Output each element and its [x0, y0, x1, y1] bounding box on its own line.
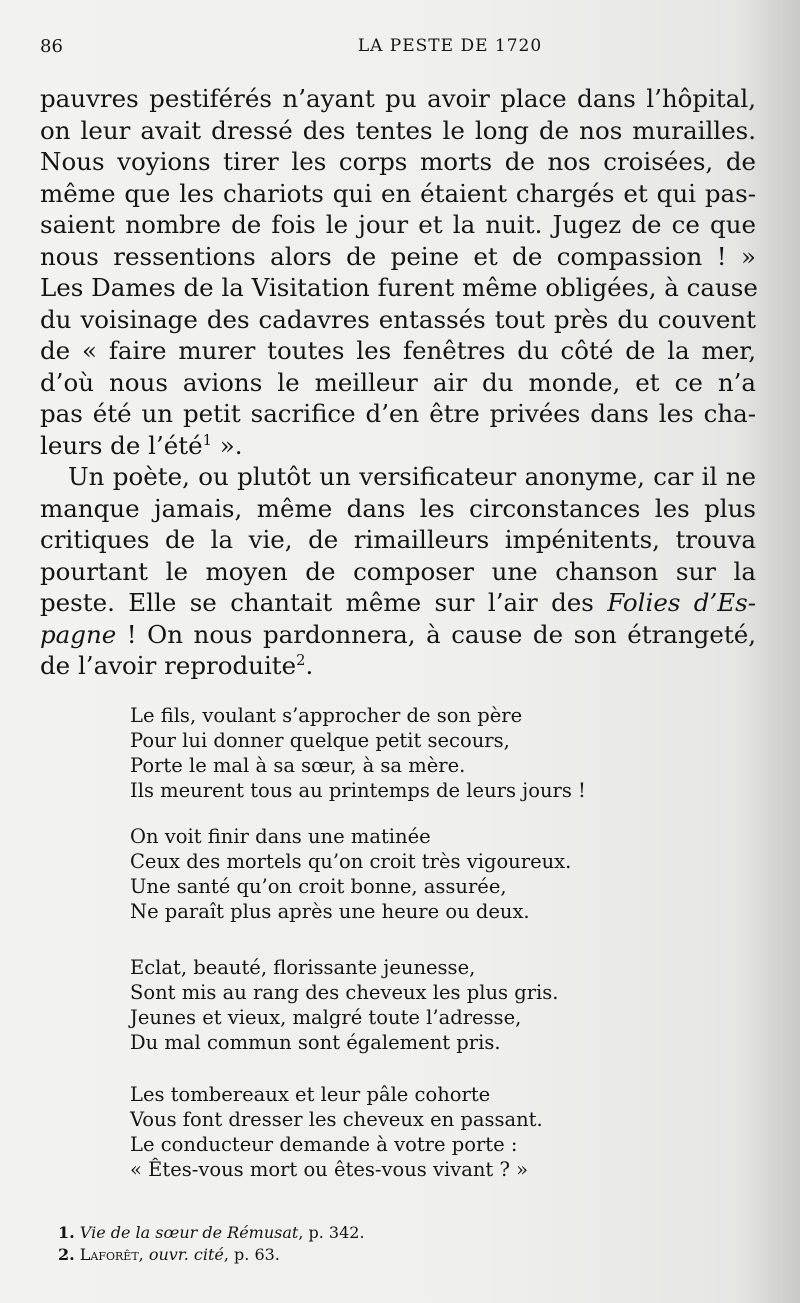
verse-line: Eclat, beauté, florissante jeunesse,	[130, 956, 476, 979]
italic-title: pagne	[40, 619, 117, 649]
verse-line: Ceux des mortels qu’on croit très vigoureux.	[130, 850, 572, 873]
text-line: Un poète, ou plutôt un versificateur anonyme, car il ne	[68, 462, 756, 491]
text-fragment: de l’avoir reproduite	[40, 651, 297, 680]
footnotes	[58, 1222, 708, 1266]
text-line: nous ressentions alors de peine et de compassion ! »	[40, 241, 756, 271]
verse-line: Une santé qu’on croit bonne, assurée,	[130, 875, 507, 898]
text-line	[40, 430, 756, 462]
poem-stanza-1	[130, 703, 670, 803]
footnote-text: ,	[138, 1245, 149, 1264]
cited-title: Vie de la sœur de Rémusat	[79, 1223, 299, 1242]
text-line: même que les chariots qui en étaient chargés et qui pas-	[40, 178, 756, 208]
footnote-text: , p. 342.	[298, 1223, 365, 1242]
verse-line: Sont mis au rang des cheveux les plus gris.	[130, 981, 559, 1004]
verse-line: Pour lui donner quelque petit secours,	[130, 729, 510, 752]
text-line	[40, 619, 756, 651]
footnote-ref-2: 2	[296, 652, 306, 670]
footnote-ref-1: 1	[202, 431, 212, 449]
text-fragment: leurs de l’été	[40, 430, 203, 460]
cited-work: ouvr. cité	[148, 1245, 224, 1264]
footnote-2	[58, 1244, 708, 1266]
text-fragment: ».	[211, 430, 243, 460]
verse-line: Les tombereaux et leur pâle cohorte	[130, 1083, 491, 1106]
text-line: Les Dames de la Visitation furent même obligées, à cause	[40, 273, 758, 302]
verse-line: Ils meurent tous au printemps de leurs jours !	[130, 779, 586, 802]
page-header	[40, 36, 756, 60]
footnote-text: , p. 63.	[223, 1245, 280, 1264]
text-fragment: peste. Elle se chantait même sur l’air des	[40, 588, 608, 617]
footnote-number: 2.	[58, 1245, 75, 1264]
text-line: pauvres pestiférés n’ayant pu avoir place dans l’hôpital,	[40, 84, 756, 113]
text-line	[40, 650, 756, 682]
footnote-1	[58, 1222, 708, 1244]
text-line	[40, 587, 756, 619]
verse-line: Jeunes et vieux, malgré toute l’adresse,	[130, 1006, 522, 1029]
poem-stanza-3	[130, 955, 670, 1055]
text-line: pas été un petit sacrifice d’en être privées dans les cha-	[40, 399, 756, 428]
footnote-number: 1.	[58, 1223, 75, 1242]
text-line: saient nombre de fois le jour et la nuit. Jugez de ce que	[40, 210, 756, 239]
cited-author: Laforêt	[79, 1245, 139, 1264]
text-line: de « faire murer toutes les fenêtres du côté de la mer,	[40, 336, 756, 365]
text-fragment: ! On nous pardonnera, à cause de son étrangeté,	[116, 619, 756, 649]
verse-line: On voit finir dans une matinée	[130, 825, 431, 848]
verse-line: Porte le mal à sa sœur, à sa mère.	[130, 754, 466, 777]
verse-line: Le fils, voulant s’approcher de son père	[130, 704, 523, 727]
verse-line: Du mal commun sont également pris.	[130, 1031, 501, 1054]
verse-line: Vous font dresser les cheveux en passant.	[130, 1108, 543, 1131]
text-line: on leur avait dressé des tentes le long de nos murailles.	[40, 115, 756, 145]
text-line: critiques de la vie, de rimailleurs impénitents, trouva	[40, 525, 756, 554]
running-title: LA PESTE DE 1720	[357, 36, 543, 56]
text-line: Nous voyions tirer les corps morts de nos croisées, de	[40, 147, 756, 176]
text-line: pourtant le moyen de composer une chanson sur la	[40, 556, 756, 586]
text-line: du voisinage des cadavres entassés tout près du couvent	[40, 304, 756, 334]
text-line: d’où nous avions le meilleur air du monde, et ce n’a	[40, 367, 756, 397]
text-line: manque jamais, même dans les circonstances les plus	[40, 493, 756, 523]
body-text	[40, 83, 756, 682]
verse-line: Ne paraît plus après une heure ou deux.	[130, 900, 530, 923]
verse-line: Le conducteur demande à votre porte :	[130, 1133, 518, 1156]
verse-line: « Êtes-vous mort ou êtes-vous vivant ? »	[130, 1158, 529, 1181]
page-number: 86	[40, 36, 63, 57]
poem-stanza-2	[130, 824, 670, 924]
italic-title: Folies d’Es-	[607, 588, 756, 617]
text-fragment: .	[305, 651, 314, 680]
poem-stanza-4	[130, 1082, 670, 1182]
